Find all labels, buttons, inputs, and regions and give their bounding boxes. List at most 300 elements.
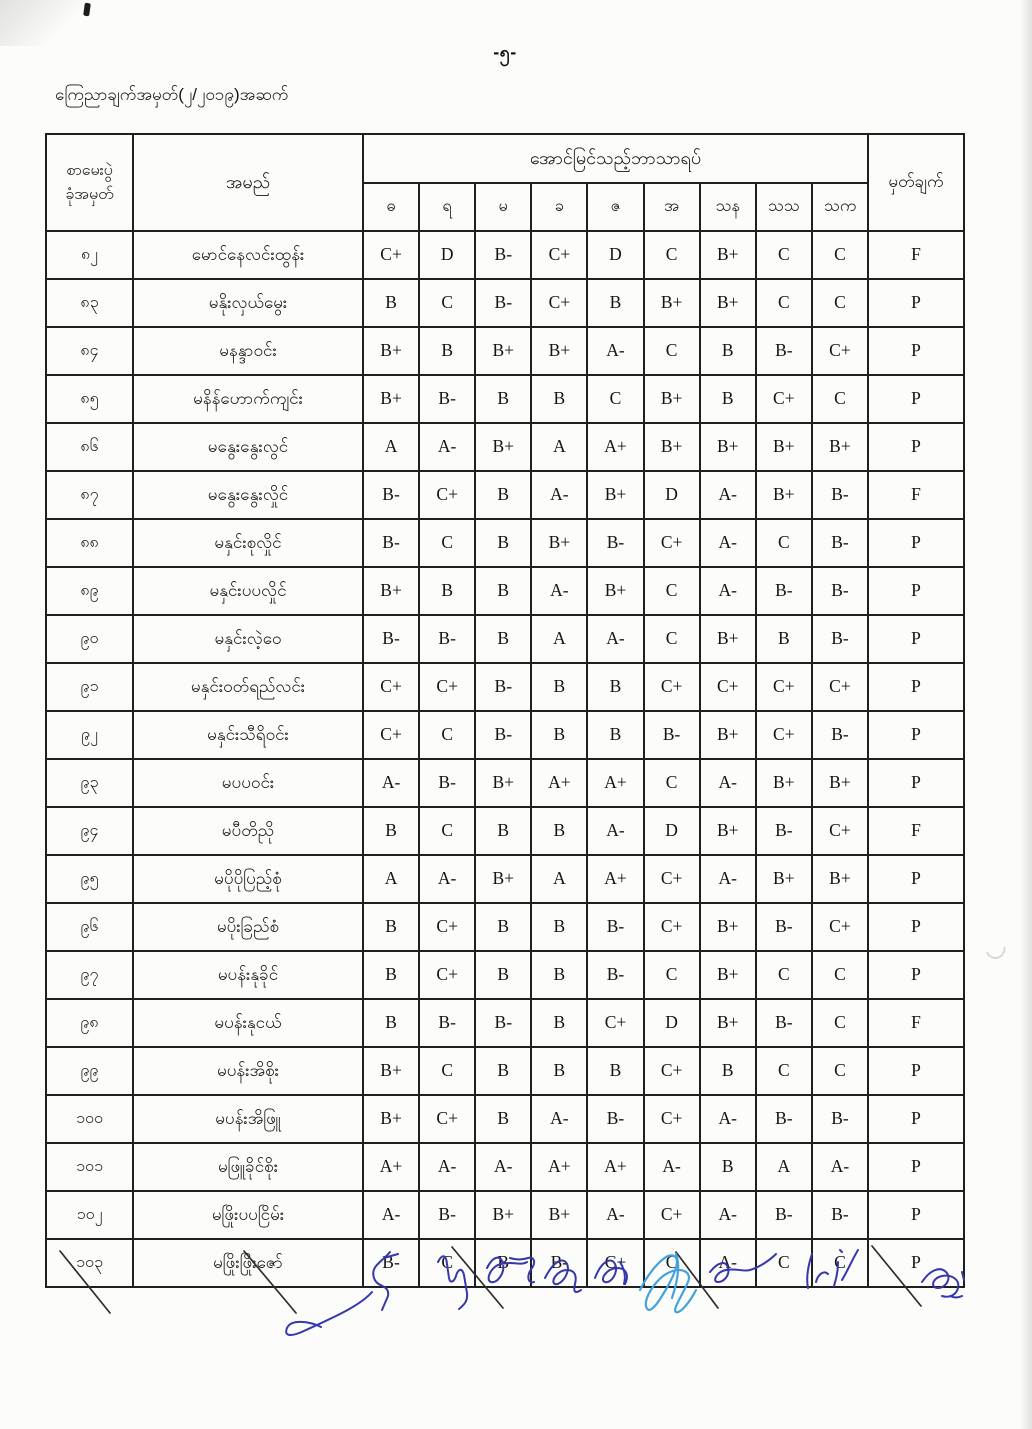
results-table-header [46, 134, 964, 231]
grade-cell: B [531, 663, 587, 711]
grade-cell: A- [475, 1143, 531, 1191]
grade-cell: B- [419, 375, 475, 423]
grade-cell: A- [419, 423, 475, 471]
grade-cell: B+ [812, 759, 868, 807]
table-row [46, 1191, 964, 1239]
grade-cell: B [531, 711, 587, 759]
grade-cell: B- [756, 1095, 812, 1143]
student-name-cell: မပန်းအိဖြူ [133, 1095, 363, 1143]
remark-cell: P [868, 423, 964, 471]
grade-cell: C [812, 951, 868, 999]
grade-cell: A- [587, 327, 643, 375]
grade-cell: B [419, 327, 475, 375]
remark-cell: F [868, 807, 964, 855]
grade-cell: B+ [363, 375, 419, 423]
grade-cell: B [700, 375, 756, 423]
roll-number-cell: ၁၀၃ [46, 1239, 133, 1287]
grade-cell: A- [700, 1239, 756, 1287]
header-name: အမည် [133, 134, 363, 231]
header-roll-line1: စာမေးပွဲ [66, 162, 113, 180]
header-subject-6: အ [644, 183, 700, 231]
check-stroke [244, 1251, 296, 1313]
grade-cell: A+ [531, 1143, 587, 1191]
signatures-dark-blue-ink [286, 1250, 964, 1335]
header-remark: မှတ်ချက် [868, 134, 964, 231]
grade-cell: B- [812, 615, 868, 663]
grade-cell: B- [587, 519, 643, 567]
grade-cell: B+ [644, 279, 700, 327]
grade-cell: C+ [644, 903, 700, 951]
grade-cell: B+ [812, 423, 868, 471]
student-name-cell: မပပဝင်း [133, 759, 363, 807]
grade-cell: B+ [700, 999, 756, 1047]
grade-cell: A+ [363, 1143, 419, 1191]
roll-number-cell: ၉၅ [46, 855, 133, 903]
grade-cell: C [756, 1047, 812, 1095]
roll-number-cell: ၈၄ [46, 327, 133, 375]
grade-cell: C+ [363, 663, 419, 711]
grade-cell: B- [812, 471, 868, 519]
student-name-cell: မနှင်းစုလှိုင် [133, 519, 363, 567]
grade-cell: C [419, 279, 475, 327]
grade-cell: B+ [700, 423, 756, 471]
grade-cell: B [475, 1239, 531, 1287]
grade-cell: B- [812, 519, 868, 567]
remark-cell: P [868, 519, 964, 567]
grade-cell: B- [475, 711, 531, 759]
grade-cell: C+ [363, 711, 419, 759]
page-number: -၅- [493, 42, 517, 62]
grade-cell: B+ [587, 471, 643, 519]
header-subject-5: ဇ [587, 183, 643, 231]
header-subject-7: သန [700, 183, 756, 231]
student-name-cell: မောင်နေလင်းထွန်း [133, 231, 363, 279]
grade-cell: B [475, 615, 531, 663]
grade-cell: B+ [756, 423, 812, 471]
student-name-cell: မနှင်းလဲ့ဝေ [133, 615, 363, 663]
grade-cell: C [756, 1239, 812, 1287]
header-subject-4: ခ [531, 183, 587, 231]
grade-cell: B [475, 471, 531, 519]
grade-cell: C+ [700, 663, 756, 711]
grade-cell: C+ [644, 855, 700, 903]
grade-cell: B [531, 999, 587, 1047]
student-name-cell: မနှင်းသီရိဝင်း [133, 711, 363, 759]
grade-cell: B+ [756, 855, 812, 903]
grade-cell: B+ [363, 1047, 419, 1095]
remark-cell: P [868, 1095, 964, 1143]
grade-cell: B+ [531, 1191, 587, 1239]
grade-cell: B- [531, 1239, 587, 1287]
grade-cell: C [644, 1239, 700, 1287]
remark-cell: P [868, 903, 964, 951]
grade-cell: B [475, 951, 531, 999]
grade-cell: B+ [700, 807, 756, 855]
grade-cell: B [419, 567, 475, 615]
grade-cell: B- [419, 759, 475, 807]
grade-cell: B- [756, 999, 812, 1047]
grade-cell: B [475, 903, 531, 951]
grade-cell: D [644, 999, 700, 1047]
grade-cell: A- [700, 759, 756, 807]
grade-cell: B- [812, 567, 868, 615]
grade-cell: C [812, 279, 868, 327]
grade-cell: B [475, 375, 531, 423]
grade-cell: B- [756, 807, 812, 855]
grade-cell: B+ [700, 615, 756, 663]
grade-cell: D [419, 231, 475, 279]
grade-cell: B+ [700, 903, 756, 951]
grade-cell: B+ [700, 279, 756, 327]
remark-cell: P [868, 711, 964, 759]
grade-cell: B [363, 807, 419, 855]
grade-cell: C+ [587, 1239, 643, 1287]
remark-cell: P [868, 1047, 964, 1095]
grade-cell: B [363, 903, 419, 951]
grade-cell: B- [756, 327, 812, 375]
table-row [46, 951, 964, 999]
remark-cell: F [868, 471, 964, 519]
table-row [46, 423, 964, 471]
grade-cell: B- [419, 999, 475, 1047]
remark-cell: F [868, 231, 964, 279]
signature-ink [545, 1260, 581, 1292]
grade-cell: C+ [812, 327, 868, 375]
grade-cell: C [812, 375, 868, 423]
remark-cell: P [868, 855, 964, 903]
grade-cell: A- [531, 567, 587, 615]
signatures-overlay [0, 1235, 1032, 1429]
grade-cell: B- [475, 279, 531, 327]
grade-cell: A- [700, 519, 756, 567]
table-row [46, 1143, 964, 1191]
results-table [45, 133, 965, 1288]
grade-cell: B- [363, 615, 419, 663]
grade-cell: C+ [419, 663, 475, 711]
student-name-cell: မနန္ဒာဝင်း [133, 327, 363, 375]
grade-cell: A- [419, 855, 475, 903]
grade-cell: B- [475, 999, 531, 1047]
remark-cell: P [868, 951, 964, 999]
grade-cell: C [644, 327, 700, 375]
grade-cell: C [756, 951, 812, 999]
grade-cell: B [475, 1047, 531, 1095]
grade-cell: C+ [812, 663, 868, 711]
signature-ink [487, 1258, 534, 1283]
announcement-ref-line: ကြေညာချက်အမှတ်(၂/၂၀၁၉)အဆက် [55, 85, 289, 104]
grade-cell: C [644, 567, 700, 615]
table-row [46, 375, 964, 423]
student-name-cell: မပိုးခြည်စံ [133, 903, 363, 951]
student-name-cell: မဖြူခိုင်စိုး [133, 1143, 363, 1191]
student-name-cell: မနိန်ဟောက်ကျင်း [133, 375, 363, 423]
student-name-cell: မနိုးလှယ်မွေး [133, 279, 363, 327]
grade-cell: B+ [644, 423, 700, 471]
roll-number-cell: ၉၁ [46, 663, 133, 711]
signature-ink [922, 1269, 964, 1297]
signature-light-blue-ink [640, 1254, 696, 1312]
results-table-body [46, 231, 964, 1287]
grade-cell: B [531, 375, 587, 423]
student-name-cell: မပိုပိုပြည့်စုံ [133, 855, 363, 903]
grade-cell: B [475, 567, 531, 615]
grade-cell: C [812, 1047, 868, 1095]
grade-cell: A [531, 615, 587, 663]
grade-cell: C [756, 519, 812, 567]
grade-cell: C [756, 231, 812, 279]
grade-cell: C+ [419, 1095, 475, 1143]
student-name-cell: မပန်းနုငယ် [133, 999, 363, 1047]
grade-cell: A- [363, 759, 419, 807]
grade-cell: B [363, 951, 419, 999]
table-row [46, 807, 964, 855]
roll-number-cell: ၈၃ [46, 279, 133, 327]
grade-cell: B [531, 1047, 587, 1095]
remark-cell: P [868, 279, 964, 327]
student-name-cell: မနွေးနွေးလွင် [133, 423, 363, 471]
signature-ink [595, 1260, 627, 1284]
grade-cell: B [475, 807, 531, 855]
grade-cell: B- [587, 1095, 643, 1143]
grade-cell: C [644, 759, 700, 807]
check-stroke [452, 1247, 503, 1308]
grade-cell: C [644, 951, 700, 999]
remark-cell: F [868, 999, 964, 1047]
signature-ink [640, 1254, 696, 1312]
grade-cell: B [587, 711, 643, 759]
grade-cell: A+ [587, 759, 643, 807]
table-row [46, 711, 964, 759]
grade-cell: C [812, 231, 868, 279]
grade-cell: A+ [587, 1143, 643, 1191]
roll-number-cell: ၈၉ [46, 567, 133, 615]
scan-edge-shade [1020, 0, 1032, 1429]
grade-cell: A- [587, 1191, 643, 1239]
grade-cell: C+ [587, 999, 643, 1047]
student-name-cell: မပန်းအိစိုး [133, 1047, 363, 1095]
grade-cell: C [419, 711, 475, 759]
grade-cell: A- [812, 1143, 868, 1191]
grade-cell: B [700, 1047, 756, 1095]
grade-cell: B+ [700, 231, 756, 279]
grade-cell: C+ [756, 711, 812, 759]
grade-cell: A- [700, 567, 756, 615]
student-name-cell: မဖြိုးပပငြိမ်း [133, 1191, 363, 1239]
table-row [46, 999, 964, 1047]
grade-cell: A- [700, 1095, 756, 1143]
grade-cell: B- [644, 711, 700, 759]
grade-cell: C+ [756, 663, 812, 711]
grade-cell: B- [812, 711, 868, 759]
remark-cell: P [868, 1239, 964, 1287]
grade-cell: C+ [363, 231, 419, 279]
roll-number-cell: ၈၈ [46, 519, 133, 567]
grade-cell: A [531, 423, 587, 471]
table-row [46, 759, 964, 807]
grade-cell: B [363, 279, 419, 327]
student-name-cell: မဖြိုးဖြိုးဇော် [133, 1239, 363, 1287]
grade-cell: B [700, 1143, 756, 1191]
grade-cell: B [587, 1047, 643, 1095]
check-stroke [872, 1246, 921, 1306]
student-name-cell: မပီတိညို [133, 807, 363, 855]
remark-cell: P [868, 759, 964, 807]
roll-number-cell: ၁၀၀ [46, 1095, 133, 1143]
roll-number-cell: ၈၅ [46, 375, 133, 423]
roll-number-cell: ၉၇ [46, 951, 133, 999]
grade-cell: B- [363, 471, 419, 519]
signature-ink [710, 1254, 776, 1282]
table-row [46, 903, 964, 951]
grade-cell: B+ [475, 423, 531, 471]
header-subject-9: သက [812, 183, 868, 231]
grade-cell: A- [700, 1191, 756, 1239]
grade-cell: B [475, 1095, 531, 1143]
grade-cell: B+ [363, 327, 419, 375]
signature-ink [438, 1256, 467, 1309]
grade-cell: A- [587, 615, 643, 663]
table-row [46, 471, 964, 519]
grade-cell: C+ [644, 663, 700, 711]
grade-cell: C+ [531, 279, 587, 327]
grade-cell: C+ [419, 951, 475, 999]
grade-cell: C+ [644, 1191, 700, 1239]
grade-cell: B+ [644, 375, 700, 423]
grade-cell: B+ [756, 471, 812, 519]
grade-cell: C+ [419, 471, 475, 519]
grade-cell: B- [812, 1191, 868, 1239]
header-subject-3: မ [475, 183, 531, 231]
grade-cell: A [363, 855, 419, 903]
roll-number-cell: ၁၀၁ [46, 1143, 133, 1191]
grade-cell: C [419, 1239, 475, 1287]
grade-cell: B+ [475, 759, 531, 807]
grade-cell: D [644, 807, 700, 855]
checkmark-strokes [60, 1246, 921, 1313]
grade-cell: C+ [419, 903, 475, 951]
student-name-cell: မနှင်းပပလှိုင် [133, 567, 363, 615]
scan-artifact-squiggle [983, 937, 1009, 963]
grade-cell: C+ [756, 375, 812, 423]
grade-cell: C [419, 519, 475, 567]
grade-cell: B [756, 615, 812, 663]
grade-cell: A [756, 1143, 812, 1191]
roll-number-cell: ၉၃ [46, 759, 133, 807]
grade-cell: C [419, 807, 475, 855]
grade-cell: B+ [531, 519, 587, 567]
roll-number-cell: ၉၄ [46, 807, 133, 855]
grade-cell: B [363, 999, 419, 1047]
grade-cell: B+ [587, 567, 643, 615]
grade-cell: A [363, 423, 419, 471]
grade-cell: C [587, 375, 643, 423]
grade-cell: C [756, 279, 812, 327]
grade-cell: B- [363, 1239, 419, 1287]
grade-cell: A- [419, 1143, 475, 1191]
grade-cell: B+ [700, 711, 756, 759]
grade-cell: B- [756, 903, 812, 951]
table-row [46, 1095, 964, 1143]
header-subject-1: ဓ [363, 183, 419, 231]
table-row [46, 567, 964, 615]
grade-cell: B- [475, 231, 531, 279]
grade-cell: B+ [531, 327, 587, 375]
roll-number-cell: ၈၂ [46, 231, 133, 279]
roll-number-cell: ၉၉ [46, 1047, 133, 1095]
grade-cell: B [587, 279, 643, 327]
table-row [46, 615, 964, 663]
grade-cell: B+ [363, 1095, 419, 1143]
grade-cell: B- [587, 951, 643, 999]
grade-cell: D [644, 471, 700, 519]
grade-cell: B [531, 903, 587, 951]
roll-number-cell: ၉၀ [46, 615, 133, 663]
table-row [46, 231, 964, 279]
grade-cell: A- [644, 1143, 700, 1191]
roll-number-cell: ၈၆ [46, 423, 133, 471]
grade-cell: B+ [475, 1191, 531, 1239]
grade-cell: C+ [812, 807, 868, 855]
grade-cell: B [587, 663, 643, 711]
grade-cell: D [587, 231, 643, 279]
grade-cell: A- [587, 807, 643, 855]
grade-cell: C [644, 231, 700, 279]
roll-number-cell: ၉၆ [46, 903, 133, 951]
grade-cell: B+ [812, 855, 868, 903]
grade-cell: C+ [812, 903, 868, 951]
roll-number-cell: ၉၂ [46, 711, 133, 759]
grade-cell: A [531, 855, 587, 903]
table-row [46, 855, 964, 903]
signature-ink [807, 1250, 858, 1288]
grade-cell: A+ [587, 855, 643, 903]
table-row [46, 279, 964, 327]
grade-cell: B+ [475, 327, 531, 375]
grade-cell: B- [587, 903, 643, 951]
grade-cell: C+ [531, 231, 587, 279]
grade-cell: A- [363, 1191, 419, 1239]
remark-cell: P [868, 663, 964, 711]
header-roll-number [46, 134, 133, 231]
grade-cell: C+ [644, 1047, 700, 1095]
grade-cell: B- [756, 567, 812, 615]
roll-number-cell: ၈၇ [46, 471, 133, 519]
remark-cell: P [868, 615, 964, 663]
header-subject-8: သသ [756, 183, 812, 231]
grade-cell: B [531, 807, 587, 855]
remark-cell: P [868, 375, 964, 423]
student-name-cell: မပန်းနုခိုင် [133, 951, 363, 999]
remark-cell: P [868, 1143, 964, 1191]
grade-cell: A+ [531, 759, 587, 807]
grade-cell: C [812, 1239, 868, 1287]
table-row [46, 663, 964, 711]
remark-cell: P [868, 567, 964, 615]
grade-cell: A- [700, 471, 756, 519]
grade-cell: B+ [363, 567, 419, 615]
check-stroke [676, 1252, 718, 1308]
grade-cell: B+ [756, 759, 812, 807]
grade-cell: B- [756, 1191, 812, 1239]
student-name-cell: မနွေးနွေးလှိုင် [133, 471, 363, 519]
grade-cell: B+ [475, 855, 531, 903]
grade-cell: B [700, 327, 756, 375]
grade-cell: B- [419, 1191, 475, 1239]
table-row [46, 327, 964, 375]
grade-cell: C+ [644, 1095, 700, 1143]
grade-cell: A- [531, 1095, 587, 1143]
grade-cell: B- [419, 615, 475, 663]
